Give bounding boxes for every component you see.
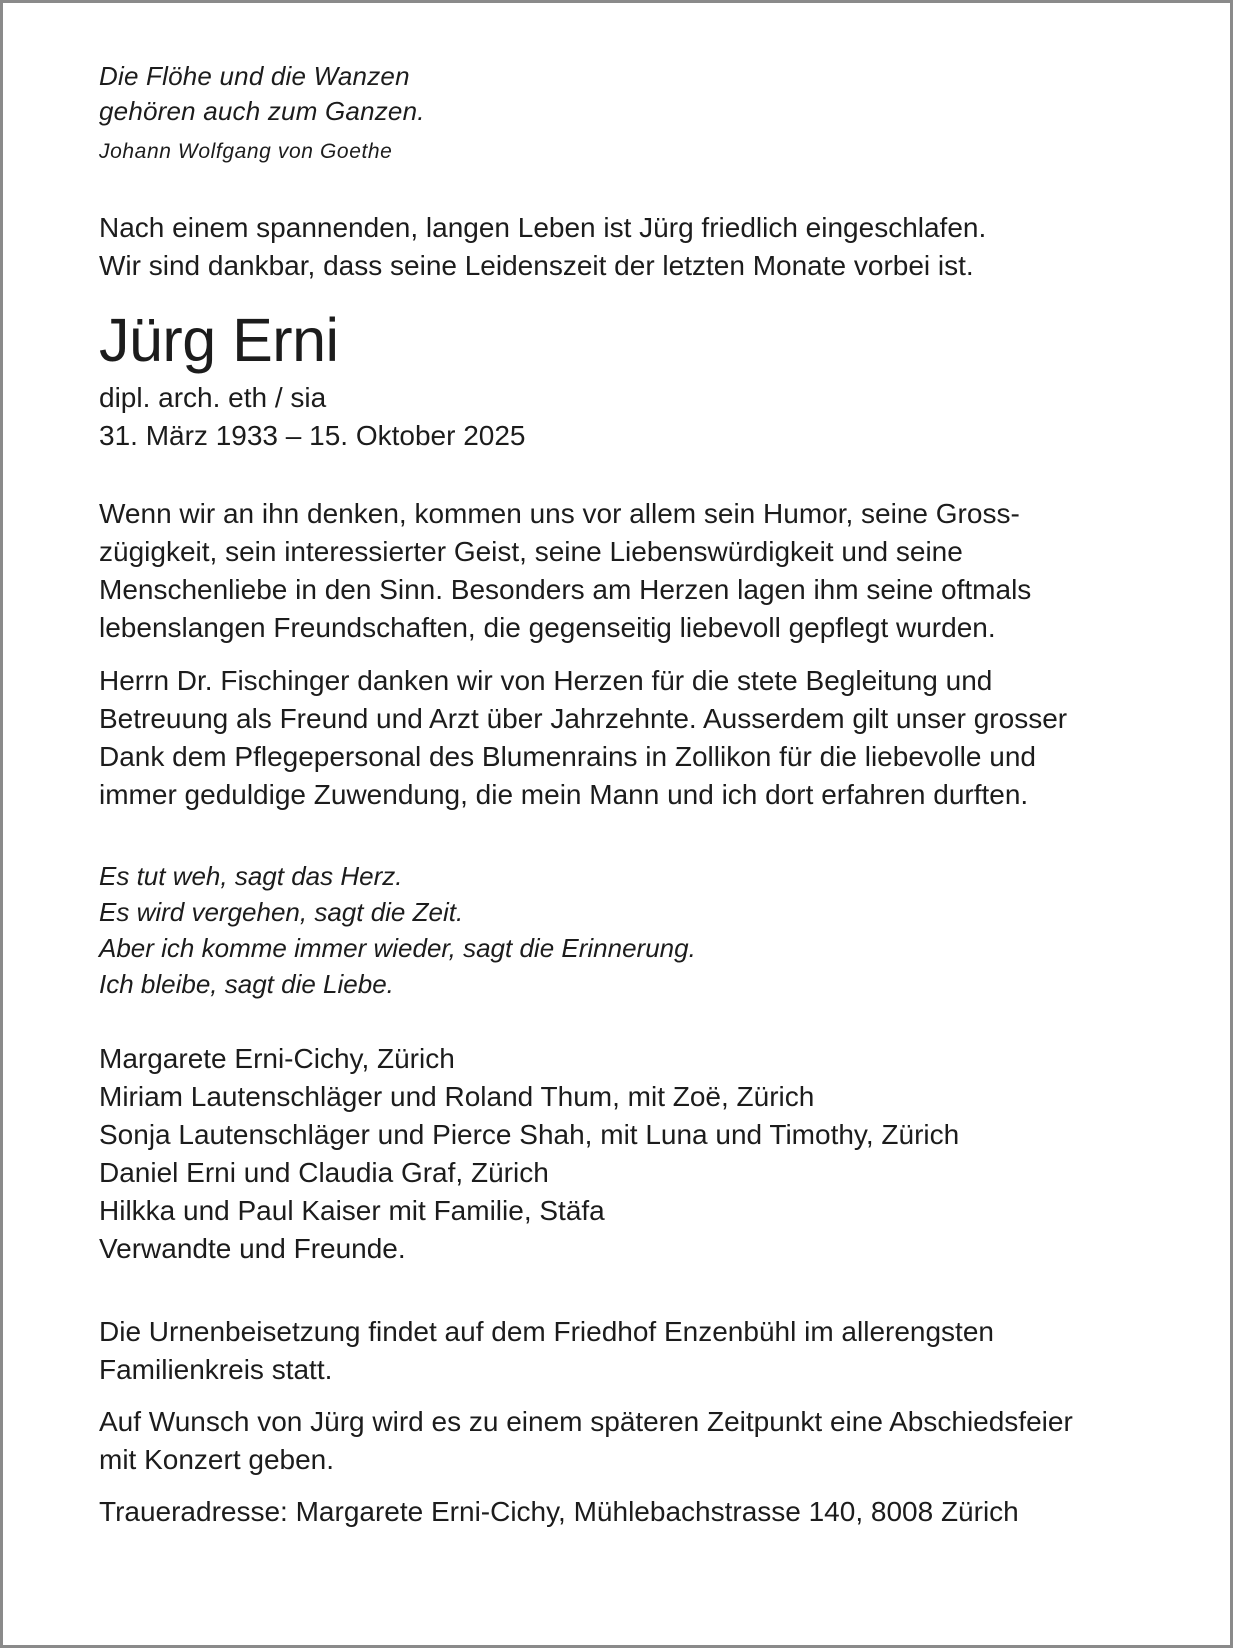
poem-line: Ich bleibe, sagt die Liebe. (99, 969, 394, 999)
poem-line: Aber ich komme immer wieder, sagt die Erinnerung. (99, 933, 696, 963)
thanks-paragraph (99, 662, 1179, 814)
thanks-line: Betreuung als Freund und Arzt über Jahrzehnte. Ausserdem gilt unser grosser (99, 703, 1068, 734)
tribute-line: zügigkeit, sein interessierter Geist, seine Liebenswürdigkeit und seine (99, 536, 963, 567)
farewell-line: Auf Wunsch von Jürg wird es zu einem späteren Zeitpunkt eine Abschiedsfeier (99, 1406, 1073, 1437)
deceased-title: dipl. arch. eth / sia (99, 382, 327, 413)
poem-line: Es wird vergehen, sagt die Zeit. (99, 897, 464, 927)
farewell-line: mit Konzert geben. (99, 1444, 335, 1475)
deceased-name: Jürg Erni (99, 306, 339, 374)
motto-quote (99, 59, 1179, 166)
mourner-entry: Miriam Lautenschläger und Roland Thum, mit Zoë, Zürich (99, 1081, 815, 1112)
motto-line: Die Flöhe und die Wanzen (99, 61, 410, 91)
mourner-entry: Daniel Erni und Claudia Graf, Zürich (99, 1157, 549, 1188)
mourner-entry: Hilkka und Paul Kaiser mit Familie, Stäfa (99, 1195, 605, 1226)
motto-line: gehören auch zum Ganzen. (99, 96, 425, 126)
mourner-entry: Verwandte und Freunde. (99, 1233, 406, 1264)
burial-paragraph (99, 1313, 1179, 1389)
tribute-line: lebenslangen Freundschaften, die gegenseitig liebevoll gepflegt wurden. (99, 612, 996, 643)
tribute-line: Menschenliebe in den Sinn. Besonders am Herzen lagen ihm seine oftmals (99, 574, 1032, 605)
poem (99, 858, 1179, 1002)
deceased-details (99, 379, 1179, 455)
tribute-line: Wenn wir an ihn denken, kommen uns vor allem sein Humor, seine Gross- (99, 498, 1020, 529)
obituary-content (99, 59, 1179, 1531)
motto-author: Johann Wolfgang von Goethe (99, 140, 393, 163)
mourner-entry: Margarete Erni-Cichy, Zürich (99, 1043, 455, 1074)
mourners-list (99, 1040, 1179, 1268)
thanks-line: immer geduldige Zuwendung, die mein Mann und ich dort erfahren durften. (99, 779, 1029, 810)
mourning-address: Traueradresse: Margarete Erni-Cichy, Mühlebachstrasse 140, 8008 Zürich (99, 1496, 1019, 1527)
tribute-paragraph (99, 495, 1179, 647)
burial-line: Familienkreis statt. (99, 1354, 333, 1385)
mourner-entry: Sonja Lautenschläger und Pierce Shah, mit Luna und Timothy, Zürich (99, 1119, 960, 1150)
thanks-line: Dank dem Pflegepersonal des Blumenrains in Zollikon für die liebevolle und (99, 741, 1036, 772)
intro-line: Wir sind dankbar, dass seine Leidenszeit der letzten Monate vorbei ist. (99, 250, 974, 281)
intro-paragraph (99, 209, 1179, 285)
deceased-dates: 31. März 1933 – 15. Oktober 2025 (99, 420, 526, 451)
burial-line: Die Urnenbeisetzung findet auf dem Friedhof Enzenbühl im allerengsten (99, 1316, 994, 1347)
poem-line: Es tut weh, sagt das Herz. (99, 861, 403, 891)
farewell-paragraph (99, 1403, 1179, 1479)
thanks-line: Herrn Dr. Fischinger danken wir von Herzen für die stete Begleitung und (99, 665, 993, 696)
intro-line: Nach einem spannenden, langen Leben ist Jürg friedlich eingeschlafen. (99, 212, 987, 243)
